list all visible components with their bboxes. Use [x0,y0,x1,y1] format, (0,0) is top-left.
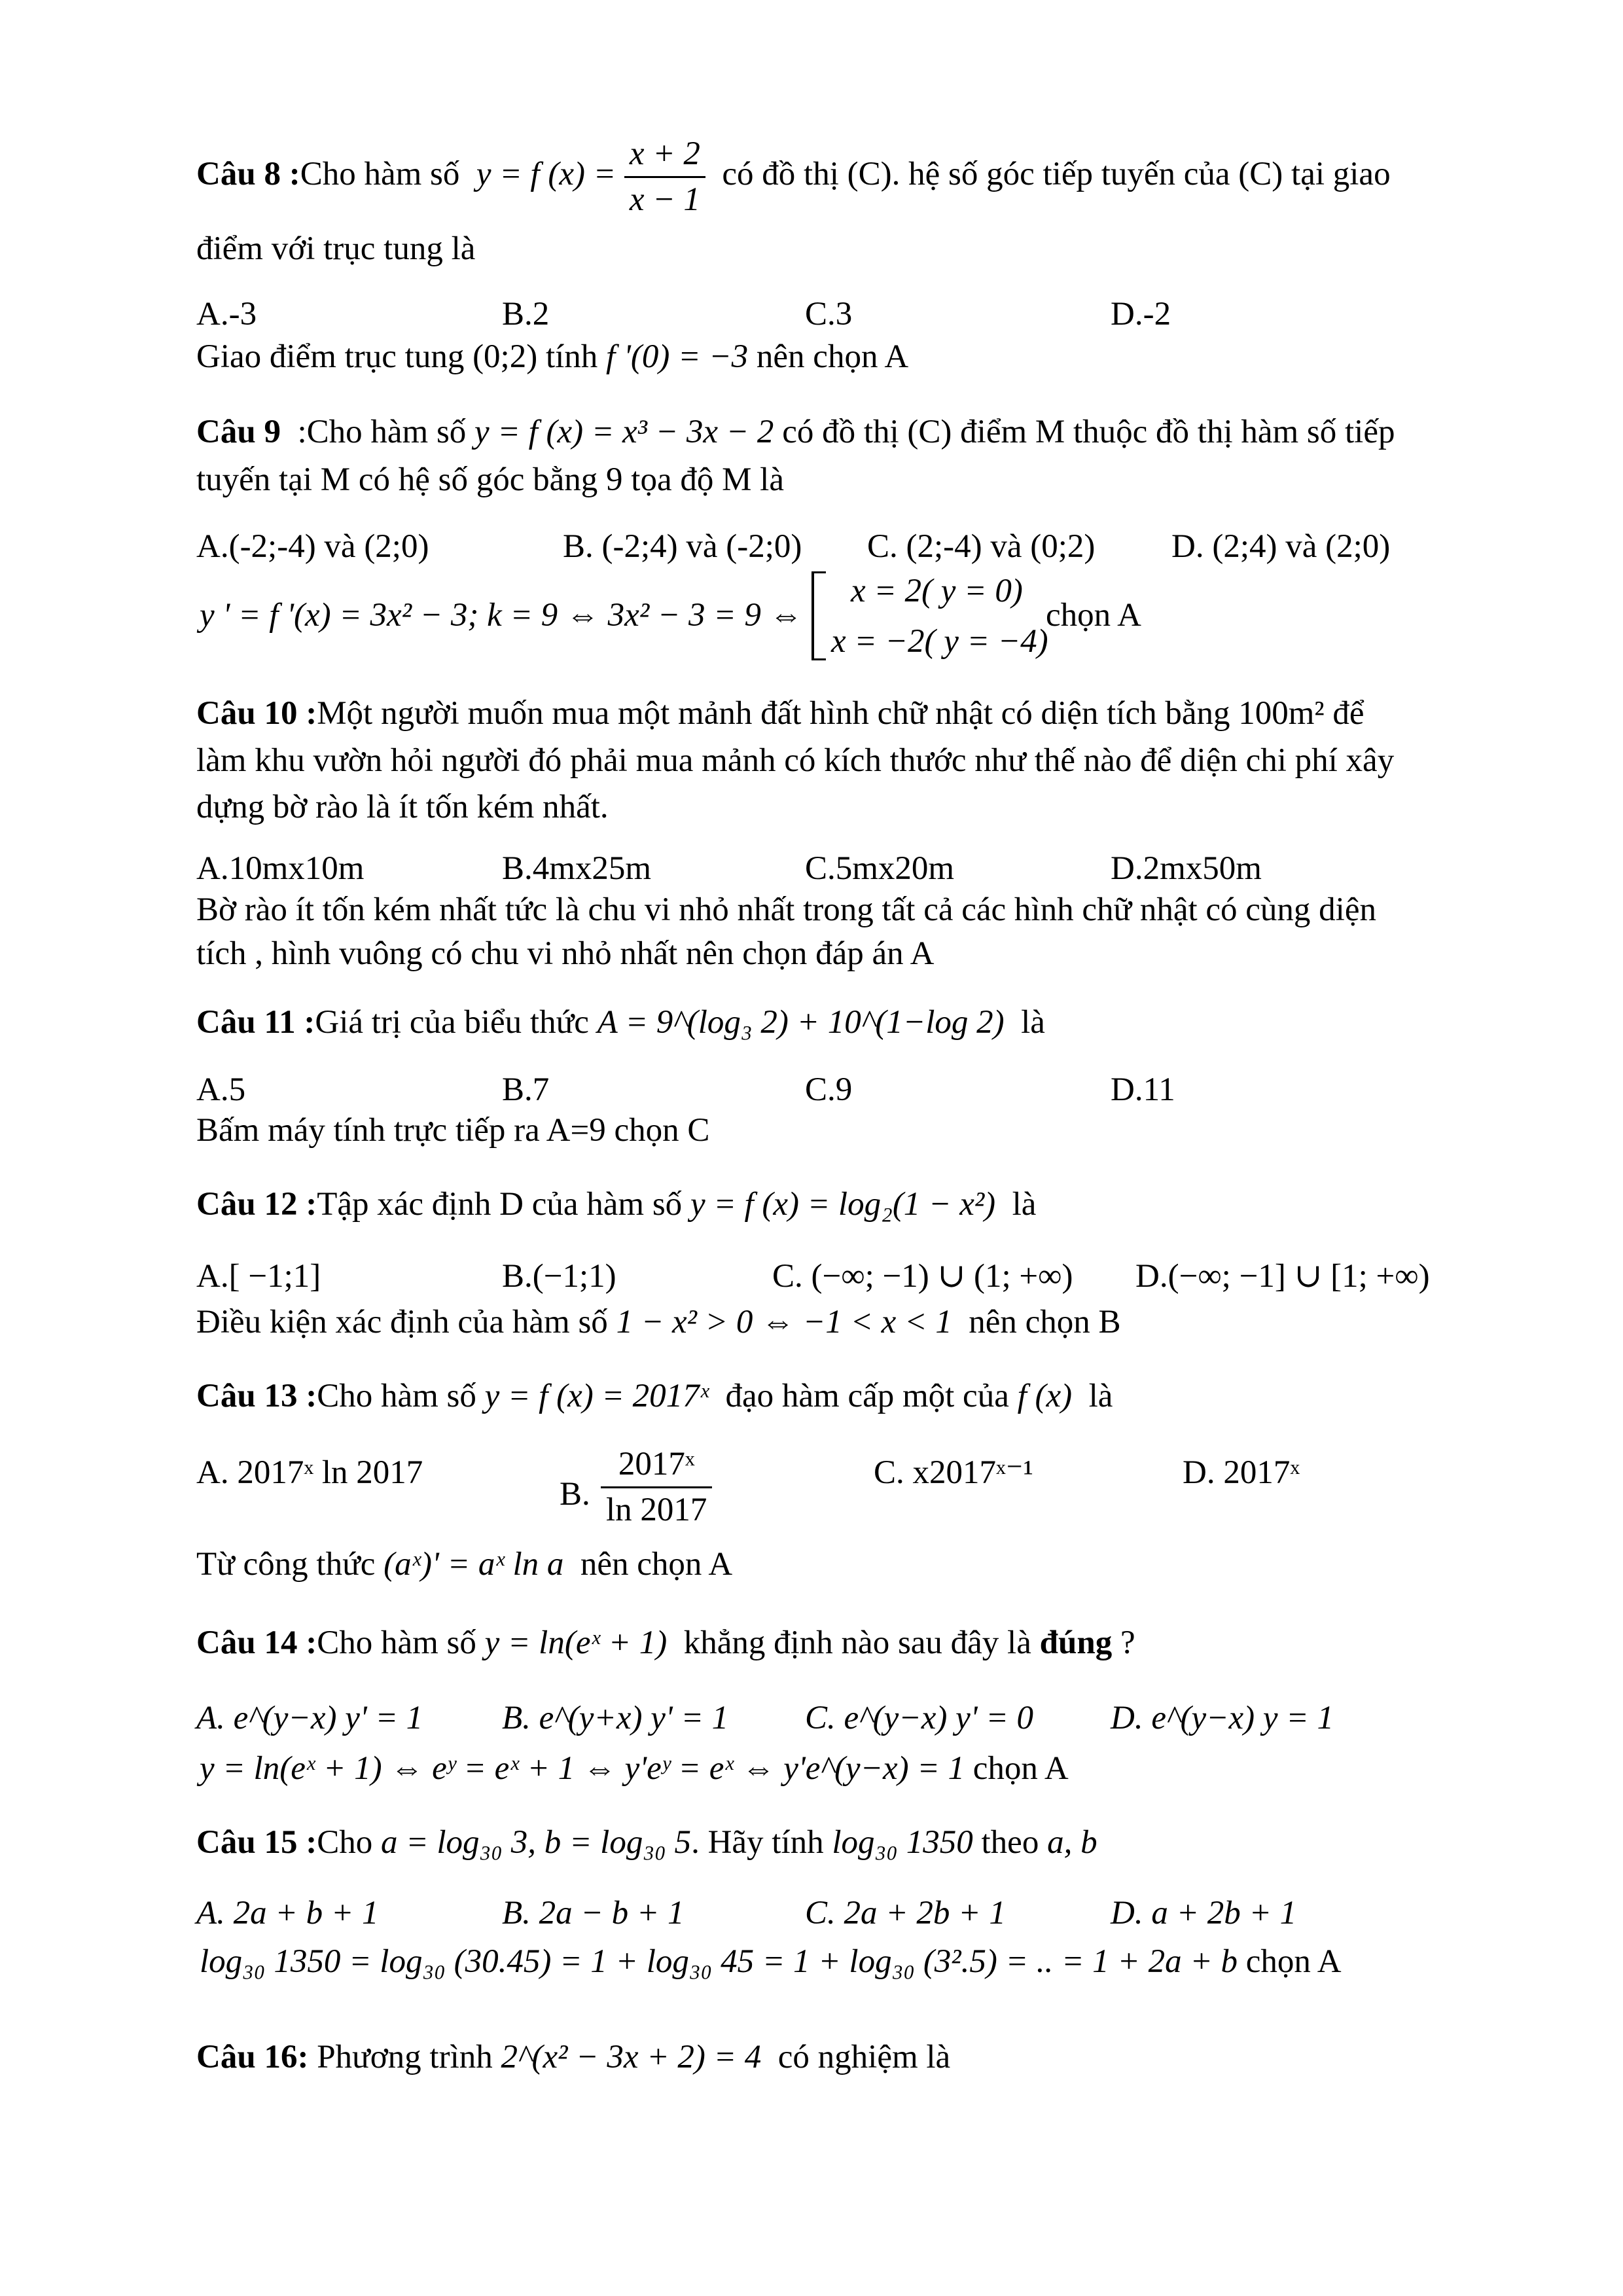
q10-line2: làm khu vườn hỏi người đó phải mua mảnh có kích thước như thế nào để diện chi phí xây [196,742,1395,779]
q13-option-a: A. 2017ˣ ln 2017 [196,1454,423,1491]
q13-line1 [196,1380,1113,1413]
q9-option-d: D. (2;4) và (2;0) [1171,528,1391,565]
q9-intro: :Cho hàm số [297,414,467,450]
q10-text1: Một người muốn mua một mảnh đất hình chữ nhật có diện tích bằng 100m² để [317,695,1364,732]
q15-target: log₃₀ 1350 [832,1824,973,1861]
q10-option-d: D.2mx50m [1111,850,1262,887]
q13-option-b-frac [601,1448,712,1527]
q13-sol-end: nên chọn A [580,1546,733,1583]
q13-option-b-num: 2017ˣ [601,1448,712,1488]
q13-option-b-den: ln 2017 [606,1492,707,1528]
q9-case-bracket [812,571,826,660]
q8-option-c: C.3 [805,296,853,332]
q16-line1 [196,2041,950,2074]
q10-sol1: Bờ rào ít tốn kém nhất tức là chu vi nhỏ nhất trong tất cả các hình chữ nhật có cùng diện [196,891,1376,928]
q13-option-b-label: B. [560,1476,590,1513]
q12-line1 [196,1188,1036,1221]
q15-option-b: B. 2a − b + 1 [502,1895,685,1931]
q10-line1 [196,697,1364,730]
q11-intro: Giá trị của biểu thức [315,1004,589,1041]
q10-sol2: tích , hình vuông có chu vi nhỏ nhất nên chọn đáp án A [196,935,935,972]
q13-option-d: D. 2017ˣ [1183,1454,1300,1491]
q15-text-after: . Hãy tính [691,1824,824,1861]
q13-end: là [1088,1378,1113,1414]
q15-option-d: D. a + 2b + 1 [1111,1895,1297,1931]
q15-sol-end: chọn A [1245,1943,1342,1980]
q12-sol-text: Điều kiện xác định của hàm số [196,1304,608,1340]
q14-option-b: B. e^(y+x) y' = 1 [502,1700,729,1736]
q9-line2: tuyến tại M có hệ số góc bằng 9 tọa độ M là [196,461,784,498]
q11-option-b: B.7 [502,1071,550,1108]
q13-fx: f (x) [1017,1378,1073,1414]
q13-text-after: đạo hàm cấp một của [725,1378,1009,1414]
q13-sol-text: Từ công thức [196,1546,376,1583]
q8-solution [196,340,908,374]
q9-sol-end: chọn A [1046,597,1141,634]
q14-bold-word: đúng [1039,1624,1113,1661]
q12-solution [196,1306,1121,1339]
q11-option-a: A.5 [196,1071,246,1108]
q14-solution [200,1752,1069,1785]
q8-title: Câu 8 : [196,156,300,193]
q15-option-c: C. 2a + 2b + 1 [805,1895,1006,1931]
q15-title: Câu 15 : [196,1824,317,1861]
q8-option-a: A.-3 [196,296,257,332]
q13-intro: Cho hàm số [317,1378,476,1414]
q9-line1 [196,416,1395,449]
q16-intro: Phương trình [317,2039,493,2075]
q14-sol-end: chọn A [972,1750,1069,1787]
q10-option-b: B.4mx25m [502,850,652,887]
q9-sol-math: y ' = f '(x) = 3x² − 3; k = 9 ⇔ 3x² − 3 = 9 ⇔ [200,597,803,634]
q11-option-c: C.9 [805,1071,853,1108]
q13-title: Câu 13 : [196,1378,317,1414]
q12-option-d: D.(−∞; −1] ∪ [1; +∞) [1135,1258,1430,1295]
q16-eq: 2^(x² − 3x + 2) = 4 [501,2039,762,2075]
q8-intro: Cho hàm số [300,156,460,193]
q14-text-after: khẳng định nào sau đây là [683,1624,1031,1661]
q12-sol-end: nên chọn B [969,1304,1121,1340]
q15-vars: a, b [1047,1824,1097,1861]
q14-func: y = ln(eˣ + 1) [484,1624,668,1661]
q11-line1 [196,1006,1045,1039]
q14-sol-math: y = ln(eˣ + 1) ⇔ eʸ = eˣ + 1 ⇔ y'eʸ = eˣ ⇔ y'e^(y−x) = 1 [200,1750,965,1787]
q15-sol-math: log₃₀ 1350 = log₃₀ (30.45) = 1 + log₃₀ 45 = 1 + log₃₀ (3².5) = .. = 1 + 2a + b [200,1943,1238,1980]
q16-end: có nghiệm là [777,2039,951,2075]
q10-line3: dựng bờ rào là ít tốn kém nhất. [196,789,609,825]
q14-option-c: C. e^(y−x) y' = 0 [805,1700,1034,1736]
q9-case1: x = 2( y = 0) [851,573,1023,609]
q13-func: y = f (x) = 2017ˣ [484,1378,709,1414]
q11-option-d: D.11 [1111,1071,1175,1108]
q12-end: là [1012,1186,1037,1223]
q8-frac-den: x − 1 [629,181,700,218]
q8-sol-text: Giao điểm trục tung (0;2) tính [196,338,598,375]
q14-option-d: D. e^(y−x) y = 1 [1111,1700,1334,1736]
q14-title: Câu 14 : [196,1624,317,1661]
q8-text-after: có đồ thị (C). hệ số góc tiếp tuyến của (C) tại giao [722,156,1391,193]
q8-sol-math: f '(0) = −3 [606,338,749,375]
q8-line2: điểm với trục tung là [196,230,476,267]
q8-frac-num: x + 2 [624,137,705,178]
q13-solution [196,1548,732,1581]
q10-option-a: A.10mx10m [196,850,365,887]
q14-line1 [196,1626,1135,1660]
q12-sol-math: 1 − x² > 0 ⇔ −1 < x < 1 [616,1304,952,1340]
q9-func: y = f (x) = x³ − 3x − 2 [474,414,774,450]
q11-end: là [1021,1004,1045,1041]
q14-end: ? [1112,1624,1135,1661]
q12-title: Câu 12 : [196,1186,317,1223]
q9-text-after: có đồ thị (C) điểm M thuộc đồ thị hàm số tiếp [782,414,1395,450]
q15-solution [200,1945,1342,1979]
q13-option-b-fraction [601,1448,712,1527]
q16-title: Câu 16: [196,2039,309,2075]
q11-sol: Bấm máy tính trực tiếp ra A=9 chọn C [196,1112,710,1149]
q15-theo: theo [981,1824,1039,1861]
q15-line1 [196,1826,1097,1859]
q11-expr: A = 9^(log₃ 2) + 10^(1−log 2) [597,1004,1005,1041]
q15-intro: Cho [317,1824,373,1861]
q12-option-b: B.(−1;1) [502,1258,616,1295]
q9-title: Câu 9 [196,414,281,450]
q11-title: Câu 11 : [196,1004,315,1041]
q12-intro: Tập xác định D của hàm số [317,1186,683,1223]
q9-option-b: B. (-2;4) và (-2;0) [563,528,802,565]
q8-line1 [196,137,1391,217]
q13-option-c: C. x2017ˣ⁻¹ [874,1454,1033,1491]
q13-sol-math: (aˣ)' = aˣ ln a [383,1546,564,1583]
q8-option-d: D.-2 [1111,296,1171,332]
q8-func-lhs: y = f (x) = [476,156,616,193]
q8-sol-end: nên chọn A [756,338,909,375]
q15-option-a: A. 2a + b + 1 [196,1895,379,1931]
q14-intro: Cho hàm số [317,1624,476,1661]
q9-case2: x = −2( y = −4) [831,623,1048,660]
q8-fraction [624,137,705,217]
q12-option-c: C. (−∞; −1) ∪ (1; +∞) [772,1258,1073,1295]
q9-option-c: C. (2;-4) và (0;2) [867,528,1096,565]
q12-option-a: A.[ −1;1] [196,1258,321,1295]
q10-option-c: C.5mx20m [805,850,955,887]
q9-option-a: A.(-2;-4) và (2;0) [196,528,429,565]
q12-func: y = f (x) = log₂(1 − x²) [690,1186,996,1223]
q15-given: a = log₃₀ 3, b = log₃₀ 5 [380,1824,692,1861]
q14-option-a: A. e^(y−x) y' = 1 [196,1700,423,1736]
q8-option-b: B.2 [502,296,550,332]
q10-title: Câu 10 : [196,695,317,732]
